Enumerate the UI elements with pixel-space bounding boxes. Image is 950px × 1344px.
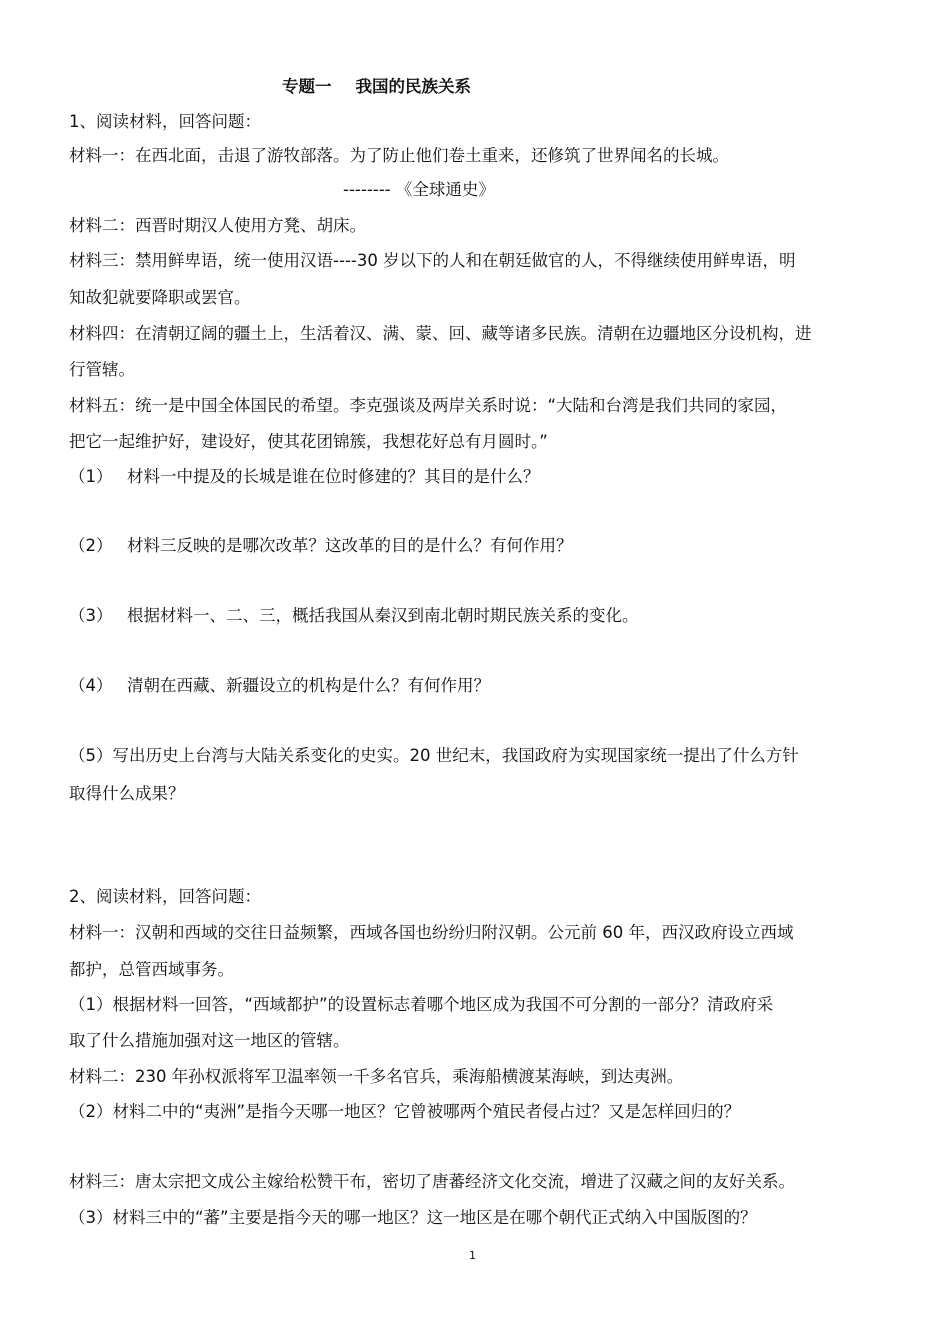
title-part-1: 专题一 <box>282 77 332 96</box>
section1-question3 <box>69 605 887 627</box>
section1-question4 <box>69 675 887 697</box>
question4-text: 清朝在西藏、新疆设立的机构是什么？有何作用？ <box>127 676 490 695</box>
section1-material3-line2: 知故犯就要降职或罢官。 <box>69 288 251 307</box>
section1-material5-line2: 把它一起维护好，建设好，使其花团锦簇，我想花好总有月圆时。” <box>69 432 548 451</box>
section2-material1-line1: 材料一：汉朝和西域的交往日益频繁，西域各国也纷纷归附汉朝。公元前 60 年，西汉政府设立西域 <box>69 923 794 942</box>
section1-material1-source: -------- 《全球通史》 <box>343 180 495 199</box>
section2-material3: 材料三：唐太宗把文成公主嫁给松赞干布，密切了唐蕃经济文化交流，增进了汉藏之间的友好关系。 <box>69 1172 795 1191</box>
question2-number: （2） <box>69 536 113 555</box>
page-number: 1 <box>469 1249 476 1262</box>
section1-material4-line2: 行管辖。 <box>69 360 135 379</box>
section1-material1: 材料一：在西北面，击退了游牧部落。为了防止他们卷土重来，还修筑了世界闻名的长城。 <box>69 146 729 165</box>
section2-question1-line1: （1）根据材料一回答，“西域都护”的设置标志着哪个地区成为我国不可分割的一部分？清政府采 <box>69 995 774 1014</box>
section2-question3: （3）材料三中的“蕃”主要是指今天的哪一地区？这一地区是在哪个朝代正式纳入中国版图的？ <box>69 1208 757 1227</box>
section2-question2: （2）材料二中的“夷洲”是指今天哪一地区？它曾被哪两个殖民者侵占过？又是怎样回归的？ <box>69 1102 741 1121</box>
section1-material4-line1: 材料四：在清朝辽阔的疆土上，生活着汉、满、蒙、回、藏等诸多民族。清朝在边疆地区分设机构，进 <box>69 324 812 343</box>
section2-material1-line2: 都护，总管西域事务。 <box>69 960 234 979</box>
section1-question1 <box>69 466 887 488</box>
title-part-2: 我国的民族关系 <box>355 77 471 96</box>
section1-material5-line1: 材料五：统一是中国全体国民的希望。李克强谈及两岸关系时说：“大陆和台湾是我们共同的家园， <box>69 396 788 415</box>
page-title <box>282 76 950 98</box>
section1-material3-line1: 材料三：禁用鲜卑语，统一使用汉语----30 岁以下的人和在朝廷做官的人，不得继续使用鲜卑语，明 <box>69 251 796 270</box>
section2-heading: 2、阅读材料，回答问题： <box>69 887 261 906</box>
section1-heading: 1、阅读材料，回答问题： <box>69 112 261 131</box>
question3-number: （3） <box>69 606 113 625</box>
question1-text: 材料一中提及的长城是谁在位时修建的？其目的是什么？ <box>127 467 540 486</box>
question4-number: （4） <box>69 676 113 695</box>
question1-number: （1） <box>69 467 113 486</box>
section1-material2: 材料二：西晋时期汉人使用方凳、胡床。 <box>69 216 366 235</box>
section1-question5-line2: 取得什么成果？ <box>69 784 185 803</box>
section1-question5-line1: （5）写出历史上台湾与大陆关系变化的史实。20 世纪末，我国政府为实现国家统一提出了什么方针 <box>69 746 799 765</box>
question2-text: 材料三反映的是哪次改革？这改革的目的是什么？有何作用？ <box>127 536 573 555</box>
section1-question2 <box>69 535 887 557</box>
question3-text: 根据材料一、二、三，概括我国从秦汉到南北朝时期民族关系的变化。 <box>127 606 639 625</box>
section2-question1-line2: 取了什么措施加强对这一地区的管辖。 <box>69 1031 350 1050</box>
section2-material2: 材料二：230 年孙权派将军卫温率领一千多名官兵，乘海船横渡某海峡，到达夷洲。 <box>69 1067 684 1086</box>
